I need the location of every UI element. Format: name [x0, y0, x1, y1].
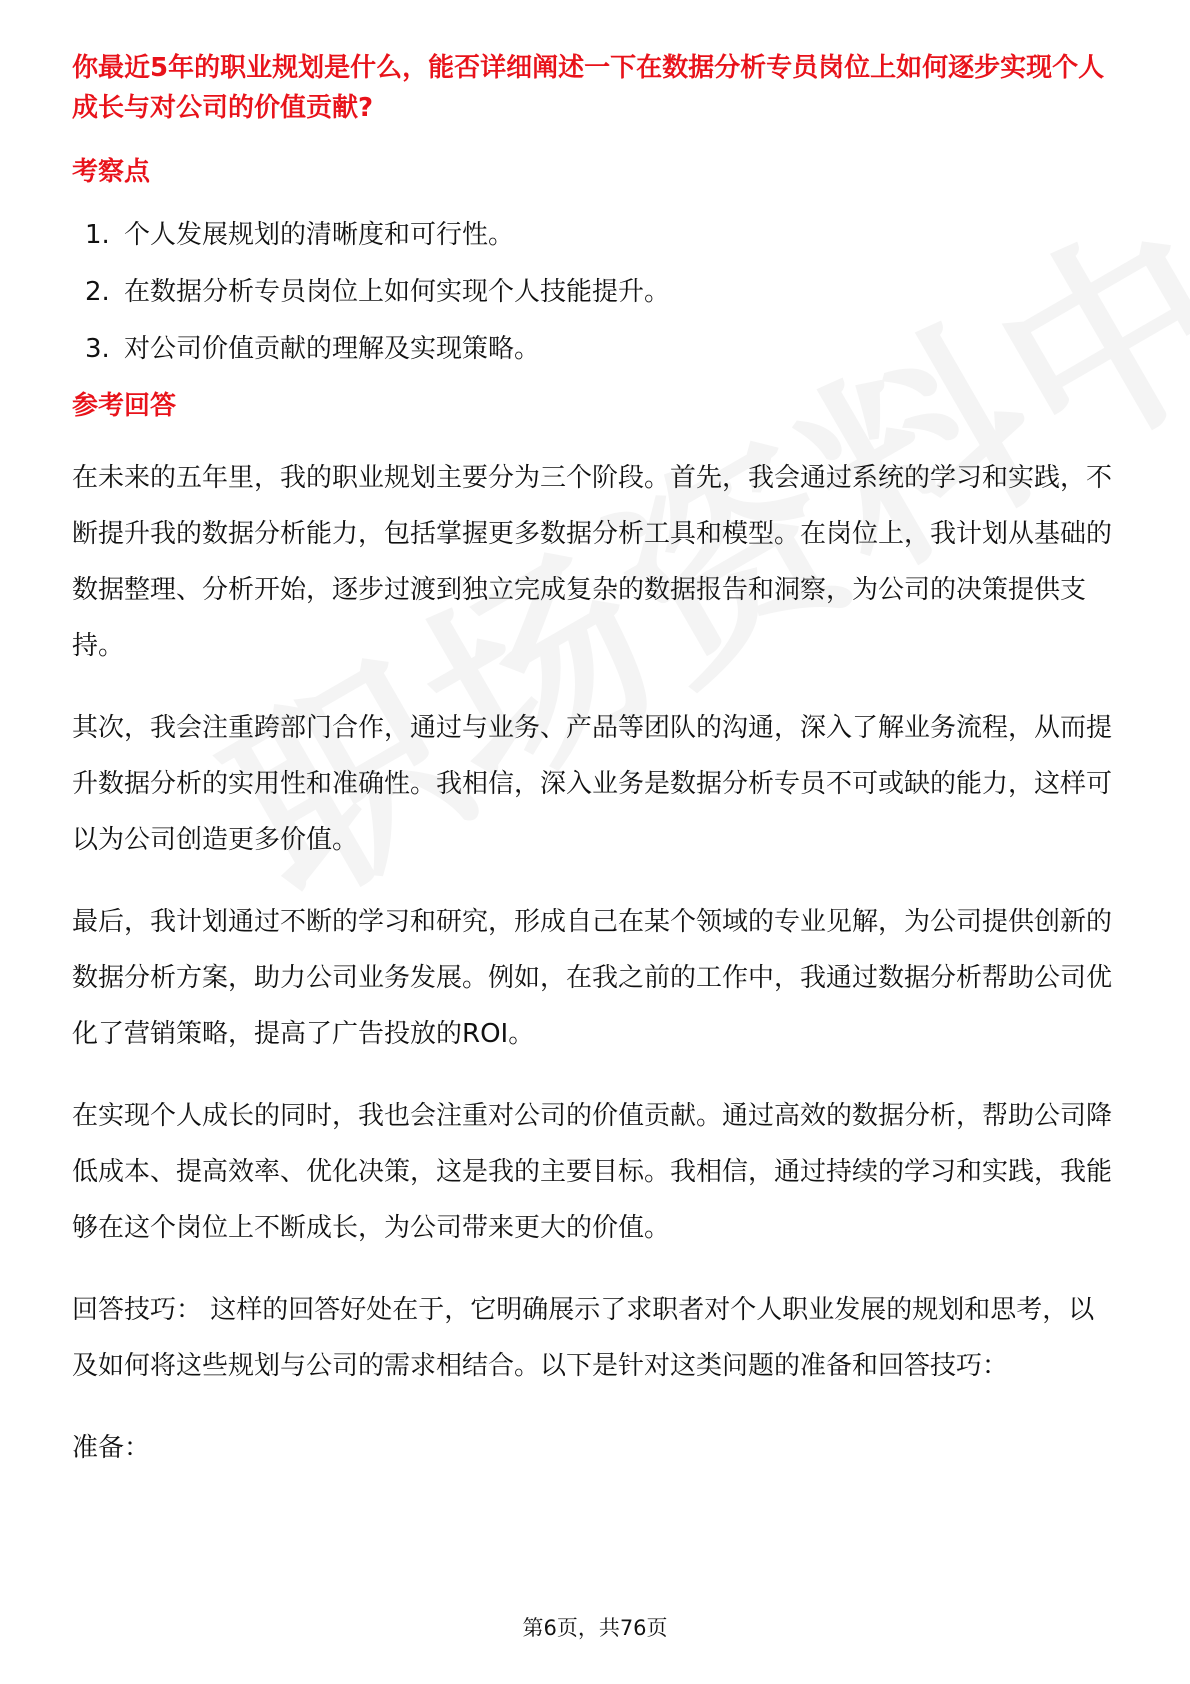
list-item	[72, 331, 1118, 367]
list-item-text: 在数据分析专员岗位上如何实现个人技能提升。	[124, 277, 671, 307]
list-item-text: 个人发展规划的清晰度和可行性。	[124, 220, 515, 250]
question-heading: 你最近5年的职业规划是什么，能否详细阐述一下在数据分析专员岗位上如何逐步实现个人成长与对公司的价值贡献?	[72, 53, 1105, 123]
preparation-label: 准备：	[72, 1433, 151, 1463]
answer-paragraph: 在未来的五年里，我的职业规划主要分为三个阶段。首先，我会通过系统的学习和实践，不断提升我的数据分析能力，包括掌握更多数据分析工具和模型。在岗位上，我计划从基础的数据整理、分析开始，逐步过渡到独立完成复杂的数据报告和洞察，为公司的决策提供支持。	[72, 463, 1113, 661]
answer-paragraph: 其次，我会注重跨部门合作，通过与业务、产品等团队的沟通，深入了解业务流程，从而提升数据分析的实用性和准确性。我相信，深入业务是数据分析专员不可或缺的能力，这样可以为公司创造更多价值。	[72, 713, 1113, 855]
list-item-number: 2.	[85, 277, 110, 307]
page-number: 第6页，共76页	[522, 1616, 668, 1640]
list-item-number: 3.	[85, 334, 110, 364]
section-title-points: 考察点	[72, 157, 151, 187]
section-title-answer: 参考回答	[72, 391, 177, 421]
answer-paragraph: 最后，我计划通过不断的学习和研究，形成自己在某个领域的专业见解，为公司提供创新的数据分析方案，助力公司业务发展。例如，在我之前的工作中，我通过数据分析帮助公司优化了营销策略，提高了广告投放的ROI。	[72, 907, 1113, 1049]
list-item-number: 1.	[85, 220, 110, 250]
document-content	[72, 48, 1118, 1476]
points-list	[72, 217, 1118, 367]
list-item	[72, 217, 1118, 253]
list-item	[72, 274, 1118, 310]
answer-paragraph: 在实现个人成长的同时，我也会注重对公司的价值贡献。通过高效的数据分析，帮助公司降低成本、提高效率、优化决策，这是我的主要目标。我相信，通过持续的学习和实践，我能够在这个岗位上不断成长，为公司带来更大的价值。	[72, 1101, 1113, 1243]
list-item-text: 对公司价值贡献的理解及实现策略。	[124, 334, 541, 364]
tips-paragraph: 回答技巧： 这样的回答好处在于，它明确展示了求职者对个人职业发展的规划和思考，以及如何将这些规划与公司的需求相结合。以下是针对这类问题的准备和回答技巧：	[72, 1295, 1095, 1381]
